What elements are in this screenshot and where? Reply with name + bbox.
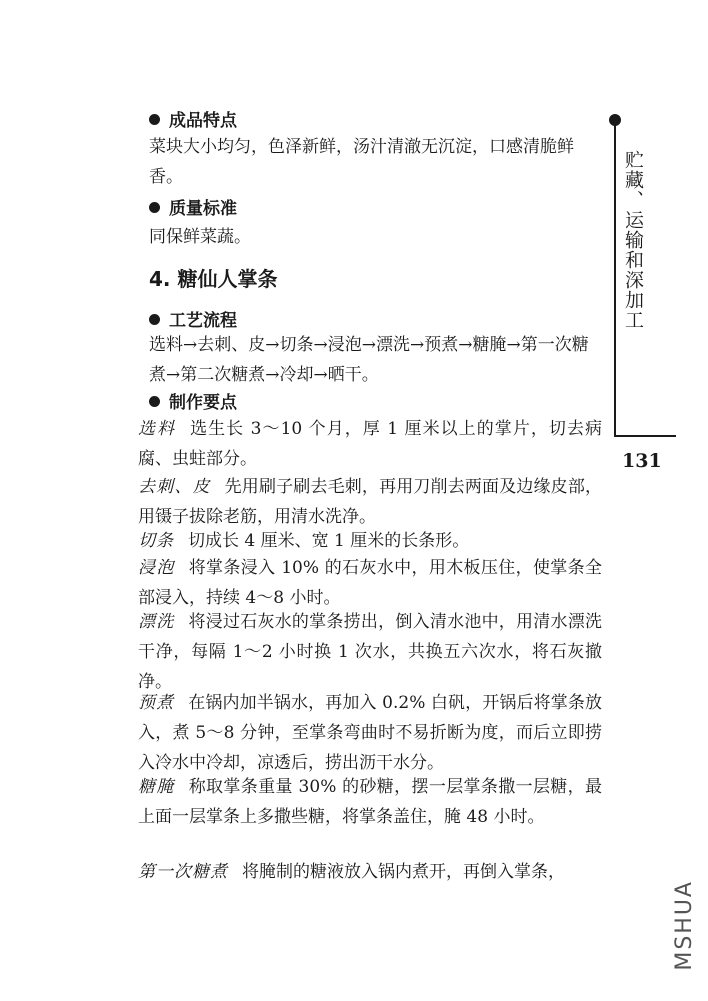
heading-quality-standard: 质量标准 <box>149 194 237 219</box>
step-paragraph <box>138 472 602 532</box>
bullet-icon <box>149 314 160 325</box>
step-text: 选生长 3～10 个月，厚 1 厘米以上的掌片，切去病腐、虫蛀部分。 <box>138 419 602 469</box>
step-text: 将掌条浸入 10% 的石灰水中，用木板压住，使掌条全部浸入，持续 4～8 小时。 <box>138 558 603 608</box>
watermark: MSHUA <box>672 880 697 971</box>
step-paragraph <box>138 688 602 778</box>
step-term: 浸泡 <box>138 558 175 578</box>
product-features-text: 菜块大小均匀，色泽新鲜，汤汁清澈无沉淀，口感清脆鲜香。 <box>149 137 574 187</box>
bullet-icon <box>149 202 160 213</box>
step-paragraph <box>138 607 602 697</box>
page-number-rule <box>614 435 676 437</box>
step-text: 将浸过石灰水的掌条捞出，倒入清水池中，用清水漂洗干净，每隔 1～2 小时换 1 次水，共换五六次水，将石灰撤净。 <box>138 612 603 692</box>
step-text: 切成长 4 厘米、宽 1 厘米的长条形。 <box>188 531 470 551</box>
step-term: 第一次糖煮 <box>138 862 228 882</box>
step-paragraph <box>138 857 602 887</box>
step-text: 在锅内加半锅水，再加入 0.2% 白矾，开锅后将掌条放入，煮 5～8 分钟，至掌条弯曲时不易折断为度，而后立即捞入冷水中冷却，凉透后，捞出沥干水分。 <box>138 693 602 773</box>
section-title: 4. 糖仙人掌条 <box>149 267 278 291</box>
step-paragraph <box>138 772 602 832</box>
step-term: 选料 <box>138 419 177 439</box>
step-term: 去刺、皮 <box>138 477 211 497</box>
process-flow-text: 选料→去刺、皮→切条→浸泡→漂洗→预煮→糖腌→第一次糖煮→第二次糖煮→冷却→晒干。 <box>149 335 589 385</box>
step-term: 预煮 <box>138 693 175 713</box>
step-term: 漂洗 <box>138 612 175 632</box>
step-text: 称取掌条重量 30% 的砂糖，摆一层掌条撒一层糖，最上面一层掌条上多撒些糖，将掌条盖住，腌 48 小时。 <box>138 777 603 827</box>
step-term: 切条 <box>138 531 174 551</box>
heading-process-flow: 工艺流程 <box>149 306 237 331</box>
heading-key-points: 制作要点 <box>149 388 237 413</box>
bullet-icon <box>149 114 160 125</box>
step-paragraph <box>138 553 602 613</box>
page-number: 131 <box>622 450 662 472</box>
step-paragraph <box>138 526 602 556</box>
heading-product-features: 成品特点 <box>149 106 237 131</box>
quality-standard-text: 同保鲜菜蔬。 <box>149 227 251 247</box>
step-term: 糖腌 <box>138 777 175 797</box>
bullet-icon <box>149 396 160 407</box>
step-text: 先用刷子刷去毛刺，再用刀削去两面及边缘皮部，用镊子拔除老筋，用清水洗净。 <box>138 477 602 527</box>
step-paragraph <box>138 414 602 474</box>
chapter-side-tab: 贮藏、运输和深加工 <box>622 150 644 330</box>
side-tab-rule <box>614 120 616 435</box>
step-text: 将腌制的糖液放入锅内煮开，再倒入掌条， <box>242 862 565 882</box>
